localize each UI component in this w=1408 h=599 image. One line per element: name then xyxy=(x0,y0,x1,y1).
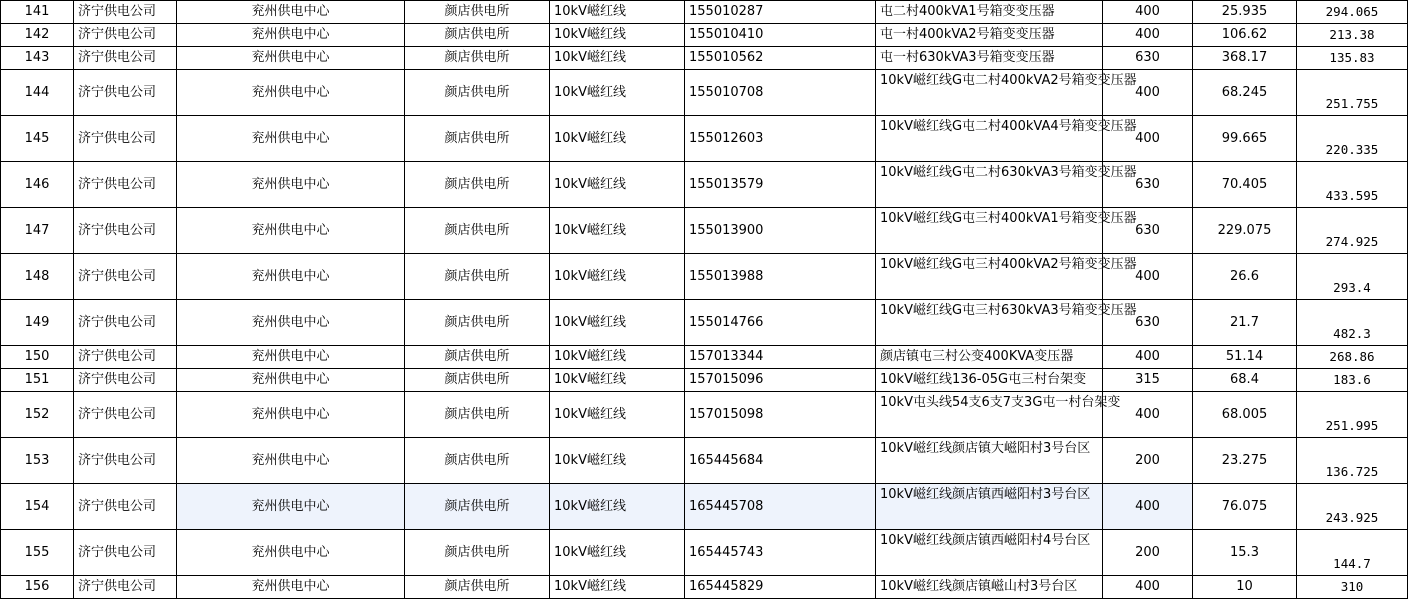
company-cell[interactable]: 济宁供电公司 xyxy=(74,24,177,47)
equipment-code-cell[interactable]: 155010410 xyxy=(685,24,876,47)
center-cell[interactable]: 兖州供电中心 xyxy=(177,47,405,70)
row-number-cell[interactable]: 148 xyxy=(1,254,74,300)
capacity-cell[interactable]: 400 xyxy=(1103,116,1193,162)
capacity-cell[interactable]: 400 xyxy=(1103,24,1193,47)
load-value-cell[interactable]: 99.665 xyxy=(1193,116,1297,162)
equipment-name-cell[interactable]: 10kV嵫红线颜店镇嵫山村3号台区 xyxy=(876,576,1103,599)
equipment-code-cell[interactable]: 155010708 xyxy=(685,70,876,116)
line-cell[interactable]: 10kV嵫红线 xyxy=(550,24,685,47)
company-cell[interactable]: 济宁供电公司 xyxy=(74,70,177,116)
load-value-cell[interactable]: 229.075 xyxy=(1193,208,1297,254)
company-cell[interactable]: 济宁供电公司 xyxy=(74,162,177,208)
company-cell[interactable]: 济宁供电公司 xyxy=(74,369,177,392)
remaining-capacity-cell[interactable]: 136.725 xyxy=(1297,438,1408,484)
station-cell[interactable]: 颜店供电所 xyxy=(405,576,550,599)
load-value-cell[interactable]: 68.245 xyxy=(1193,70,1297,116)
line-cell[interactable]: 10kV嵫红线 xyxy=(550,47,685,70)
load-value-cell[interactable]: 15.3 xyxy=(1193,530,1297,576)
table-row[interactable] xyxy=(1,208,1408,254)
equipment-name-cell[interactable]: 10kV嵫红线G屯三村400kVA2号箱变变压器 xyxy=(876,254,1103,300)
table-row[interactable] xyxy=(1,346,1408,369)
remaining-capacity-cell[interactable]: 251.755 xyxy=(1297,70,1408,116)
company-cell[interactable]: 济宁供电公司 xyxy=(74,576,177,599)
capacity-cell[interactable]: 400 xyxy=(1103,484,1193,530)
row-number-cell[interactable]: 142 xyxy=(1,24,74,47)
row-number-cell[interactable]: 151 xyxy=(1,369,74,392)
remaining-capacity-cell[interactable]: 251.995 xyxy=(1297,392,1408,438)
station-cell[interactable]: 颜店供电所 xyxy=(405,369,550,392)
load-value-cell[interactable]: 10 xyxy=(1193,576,1297,599)
equipment-code-cell[interactable]: 157013344 xyxy=(685,346,876,369)
remaining-capacity-cell[interactable]: 433.595 xyxy=(1297,162,1408,208)
table-row[interactable] xyxy=(1,530,1408,576)
table-row[interactable] xyxy=(1,392,1408,438)
station-cell[interactable]: 颜店供电所 xyxy=(405,254,550,300)
center-cell[interactable]: 兖州供电中心 xyxy=(177,346,405,369)
equipment-name-cell[interactable]: 屯一村400kVA2号箱变变压器 xyxy=(876,24,1103,47)
center-cell[interactable]: 兖州供电中心 xyxy=(177,484,405,530)
line-cell[interactable]: 10kV嵫红线 xyxy=(550,1,685,24)
center-cell[interactable]: 兖州供电中心 xyxy=(177,438,405,484)
line-cell[interactable]: 10kV嵫红线 xyxy=(550,369,685,392)
line-cell[interactable]: 10kV嵫红线 xyxy=(550,346,685,369)
table-row[interactable] xyxy=(1,116,1408,162)
table-row[interactable] xyxy=(1,254,1408,300)
equipment-code-cell[interactable]: 165445829 xyxy=(685,576,876,599)
company-cell[interactable]: 济宁供电公司 xyxy=(74,484,177,530)
equipment-code-cell[interactable]: 155013579 xyxy=(685,162,876,208)
line-cell[interactable]: 10kV嵫红线 xyxy=(550,300,685,346)
equipment-name-cell[interactable]: 10kV嵫红线颜店镇西嵫阳村3号台区 xyxy=(876,484,1103,530)
capacity-cell[interactable]: 200 xyxy=(1103,530,1193,576)
center-cell[interactable]: 兖州供电中心 xyxy=(177,162,405,208)
equipment-name-cell[interactable]: 屯一村630kVA3号箱变变压器 xyxy=(876,47,1103,70)
company-cell[interactable]: 济宁供电公司 xyxy=(74,392,177,438)
capacity-cell[interactable]: 630 xyxy=(1103,47,1193,70)
line-cell[interactable]: 10kV嵫红线 xyxy=(550,392,685,438)
center-cell[interactable]: 兖州供电中心 xyxy=(177,392,405,438)
remaining-capacity-cell[interactable]: 274.925 xyxy=(1297,208,1408,254)
line-cell[interactable]: 10kV嵫红线 xyxy=(550,254,685,300)
line-cell[interactable]: 10kV嵫红线 xyxy=(550,162,685,208)
station-cell[interactable]: 颜店供电所 xyxy=(405,346,550,369)
remaining-capacity-cell[interactable]: 183.6 xyxy=(1297,369,1408,392)
remaining-capacity-cell[interactable]: 135.83 xyxy=(1297,47,1408,70)
company-cell[interactable]: 济宁供电公司 xyxy=(74,438,177,484)
table-row[interactable] xyxy=(1,484,1408,530)
table-row[interactable] xyxy=(1,47,1408,70)
equipment-code-cell[interactable]: 165445708 xyxy=(685,484,876,530)
row-number-cell[interactable]: 152 xyxy=(1,392,74,438)
center-cell[interactable]: 兖州供电中心 xyxy=(177,1,405,24)
remaining-capacity-cell[interactable]: 220.335 xyxy=(1297,116,1408,162)
capacity-cell[interactable]: 630 xyxy=(1103,300,1193,346)
station-cell[interactable]: 颜店供电所 xyxy=(405,392,550,438)
row-number-cell[interactable]: 156 xyxy=(1,576,74,599)
center-cell[interactable]: 兖州供电中心 xyxy=(177,576,405,599)
capacity-cell[interactable]: 400 xyxy=(1103,70,1193,116)
line-cell[interactable]: 10kV嵫红线 xyxy=(550,438,685,484)
center-cell[interactable]: 兖州供电中心 xyxy=(177,254,405,300)
load-value-cell[interactable]: 68.4 xyxy=(1193,369,1297,392)
line-cell[interactable]: 10kV嵫红线 xyxy=(550,208,685,254)
equipment-code-cell[interactable]: 155013900 xyxy=(685,208,876,254)
company-cell[interactable]: 济宁供电公司 xyxy=(74,300,177,346)
table-row[interactable] xyxy=(1,162,1408,208)
equipment-code-cell[interactable]: 165445684 xyxy=(685,438,876,484)
capacity-cell[interactable]: 315 xyxy=(1103,369,1193,392)
table-row[interactable] xyxy=(1,438,1408,484)
remaining-capacity-cell[interactable]: 268.86 xyxy=(1297,346,1408,369)
center-cell[interactable]: 兖州供电中心 xyxy=(177,530,405,576)
load-value-cell[interactable]: 26.6 xyxy=(1193,254,1297,300)
equipment-name-cell[interactable]: 10kV嵫红线G屯三村630kVA3号箱变变压器 xyxy=(876,300,1103,346)
load-value-cell[interactable]: 368.17 xyxy=(1193,47,1297,70)
equipment-name-cell[interactable]: 10kV嵫红线G屯二村400kVA4号箱变变压器 xyxy=(876,116,1103,162)
equipment-name-cell[interactable]: 10kV嵫红线颜店镇西嵫阳村4号台区 xyxy=(876,530,1103,576)
row-number-cell[interactable]: 149 xyxy=(1,300,74,346)
row-number-cell[interactable]: 147 xyxy=(1,208,74,254)
equipment-code-cell[interactable]: 155010287 xyxy=(685,1,876,24)
table-row[interactable] xyxy=(1,576,1408,599)
line-cell[interactable]: 10kV嵫红线 xyxy=(550,576,685,599)
station-cell[interactable]: 颜店供电所 xyxy=(405,530,550,576)
row-number-cell[interactable]: 145 xyxy=(1,116,74,162)
company-cell[interactable]: 济宁供电公司 xyxy=(74,116,177,162)
capacity-cell[interactable]: 630 xyxy=(1103,208,1193,254)
remaining-capacity-cell[interactable]: 243.925 xyxy=(1297,484,1408,530)
station-cell[interactable]: 颜店供电所 xyxy=(405,1,550,24)
remaining-capacity-cell[interactable]: 310 xyxy=(1297,576,1408,599)
row-number-cell[interactable]: 144 xyxy=(1,70,74,116)
company-cell[interactable]: 济宁供电公司 xyxy=(74,47,177,70)
row-number-cell[interactable]: 150 xyxy=(1,346,74,369)
table-row[interactable] xyxy=(1,70,1408,116)
capacity-cell[interactable]: 400 xyxy=(1103,576,1193,599)
table-row[interactable] xyxy=(1,24,1408,47)
station-cell[interactable]: 颜店供电所 xyxy=(405,484,550,530)
station-cell[interactable]: 颜店供电所 xyxy=(405,47,550,70)
company-cell[interactable]: 济宁供电公司 xyxy=(74,346,177,369)
remaining-capacity-cell[interactable]: 293.4 xyxy=(1297,254,1408,300)
station-cell[interactable]: 颜店供电所 xyxy=(405,208,550,254)
center-cell[interactable]: 兖州供电中心 xyxy=(177,300,405,346)
remaining-capacity-cell[interactable]: 144.7 xyxy=(1297,530,1408,576)
station-cell[interactable]: 颜店供电所 xyxy=(405,116,550,162)
station-cell[interactable]: 颜店供电所 xyxy=(405,300,550,346)
capacity-cell[interactable]: 200 xyxy=(1103,438,1193,484)
remaining-capacity-cell[interactable]: 213.38 xyxy=(1297,24,1408,47)
capacity-cell[interactable]: 400 xyxy=(1103,1,1193,24)
center-cell[interactable]: 兖州供电中心 xyxy=(177,70,405,116)
company-cell[interactable]: 济宁供电公司 xyxy=(74,1,177,24)
table-row[interactable] xyxy=(1,1,1408,24)
equipment-code-cell[interactable]: 155012603 xyxy=(685,116,876,162)
load-value-cell[interactable]: 106.62 xyxy=(1193,24,1297,47)
company-cell[interactable]: 济宁供电公司 xyxy=(74,208,177,254)
equipment-name-cell[interactable]: 颜店镇屯三村公变400KVA变压器 xyxy=(876,346,1103,369)
row-number-cell[interactable]: 146 xyxy=(1,162,74,208)
equipment-name-cell[interactable]: 10kV嵫红线G屯二村630kVA3号箱变变压器 xyxy=(876,162,1103,208)
equipment-name-cell[interactable]: 10kV嵫红线G屯二村400kVA2号箱变变压器 xyxy=(876,70,1103,116)
capacity-cell[interactable]: 400 xyxy=(1103,392,1193,438)
equipment-code-cell[interactable]: 157015096 xyxy=(685,369,876,392)
station-cell[interactable]: 颜店供电所 xyxy=(405,438,550,484)
load-value-cell[interactable]: 21.7 xyxy=(1193,300,1297,346)
line-cell[interactable]: 10kV嵫红线 xyxy=(550,484,685,530)
load-value-cell[interactable]: 70.405 xyxy=(1193,162,1297,208)
load-value-cell[interactable]: 68.005 xyxy=(1193,392,1297,438)
center-cell[interactable]: 兖州供电中心 xyxy=(177,369,405,392)
remaining-capacity-cell[interactable]: 294.065 xyxy=(1297,1,1408,24)
equipment-code-cell[interactable]: 155013988 xyxy=(685,254,876,300)
load-value-cell[interactable]: 51.14 xyxy=(1193,346,1297,369)
load-value-cell[interactable]: 23.275 xyxy=(1193,438,1297,484)
equipment-code-cell[interactable]: 155014766 xyxy=(685,300,876,346)
station-cell[interactable]: 颜店供电所 xyxy=(405,162,550,208)
capacity-cell[interactable]: 630 xyxy=(1103,162,1193,208)
row-number-cell[interactable]: 154 xyxy=(1,484,74,530)
line-cell[interactable]: 10kV嵫红线 xyxy=(550,70,685,116)
equipment-name-cell[interactable]: 10kV屯头线54支6支7支3G屯一村台架变 xyxy=(876,392,1103,438)
load-value-cell[interactable]: 76.075 xyxy=(1193,484,1297,530)
company-cell[interactable]: 济宁供电公司 xyxy=(74,530,177,576)
station-cell[interactable]: 颜店供电所 xyxy=(405,70,550,116)
center-cell[interactable]: 兖州供电中心 xyxy=(177,116,405,162)
equipment-name-cell[interactable]: 10kV嵫红线颜店镇大嵫阳村3号台区 xyxy=(876,438,1103,484)
equipment-name-cell[interactable]: 屯二村400kVA1号箱变变压器 xyxy=(876,1,1103,24)
capacity-cell[interactable]: 400 xyxy=(1103,346,1193,369)
row-number-cell[interactable]: 141 xyxy=(1,1,74,24)
equipment-name-cell[interactable]: 10kV嵫红线G屯三村400kVA1号箱变变压器 xyxy=(876,208,1103,254)
row-number-cell[interactable]: 143 xyxy=(1,47,74,70)
row-number-cell[interactable]: 155 xyxy=(1,530,74,576)
capacity-cell[interactable]: 400 xyxy=(1103,254,1193,300)
load-value-cell[interactable]: 25.935 xyxy=(1193,1,1297,24)
company-cell[interactable]: 济宁供电公司 xyxy=(74,254,177,300)
table-row[interactable] xyxy=(1,300,1408,346)
center-cell[interactable]: 兖州供电中心 xyxy=(177,208,405,254)
row-number-cell[interactable]: 153 xyxy=(1,438,74,484)
station-cell[interactable]: 颜店供电所 xyxy=(405,24,550,47)
line-cell[interactable]: 10kV嵫红线 xyxy=(550,530,685,576)
equipment-code-cell[interactable]: 157015098 xyxy=(685,392,876,438)
equipment-code-cell[interactable]: 165445743 xyxy=(685,530,876,576)
remaining-capacity-cell[interactable]: 482.3 xyxy=(1297,300,1408,346)
equipment-code-cell[interactable]: 155010562 xyxy=(685,47,876,70)
line-cell[interactable]: 10kV嵫红线 xyxy=(550,116,685,162)
equipment-name-cell[interactable]: 10kV嵫红线136-05G屯三村台架变 xyxy=(876,369,1103,392)
center-cell[interactable]: 兖州供电中心 xyxy=(177,24,405,47)
table-row[interactable] xyxy=(1,369,1408,392)
